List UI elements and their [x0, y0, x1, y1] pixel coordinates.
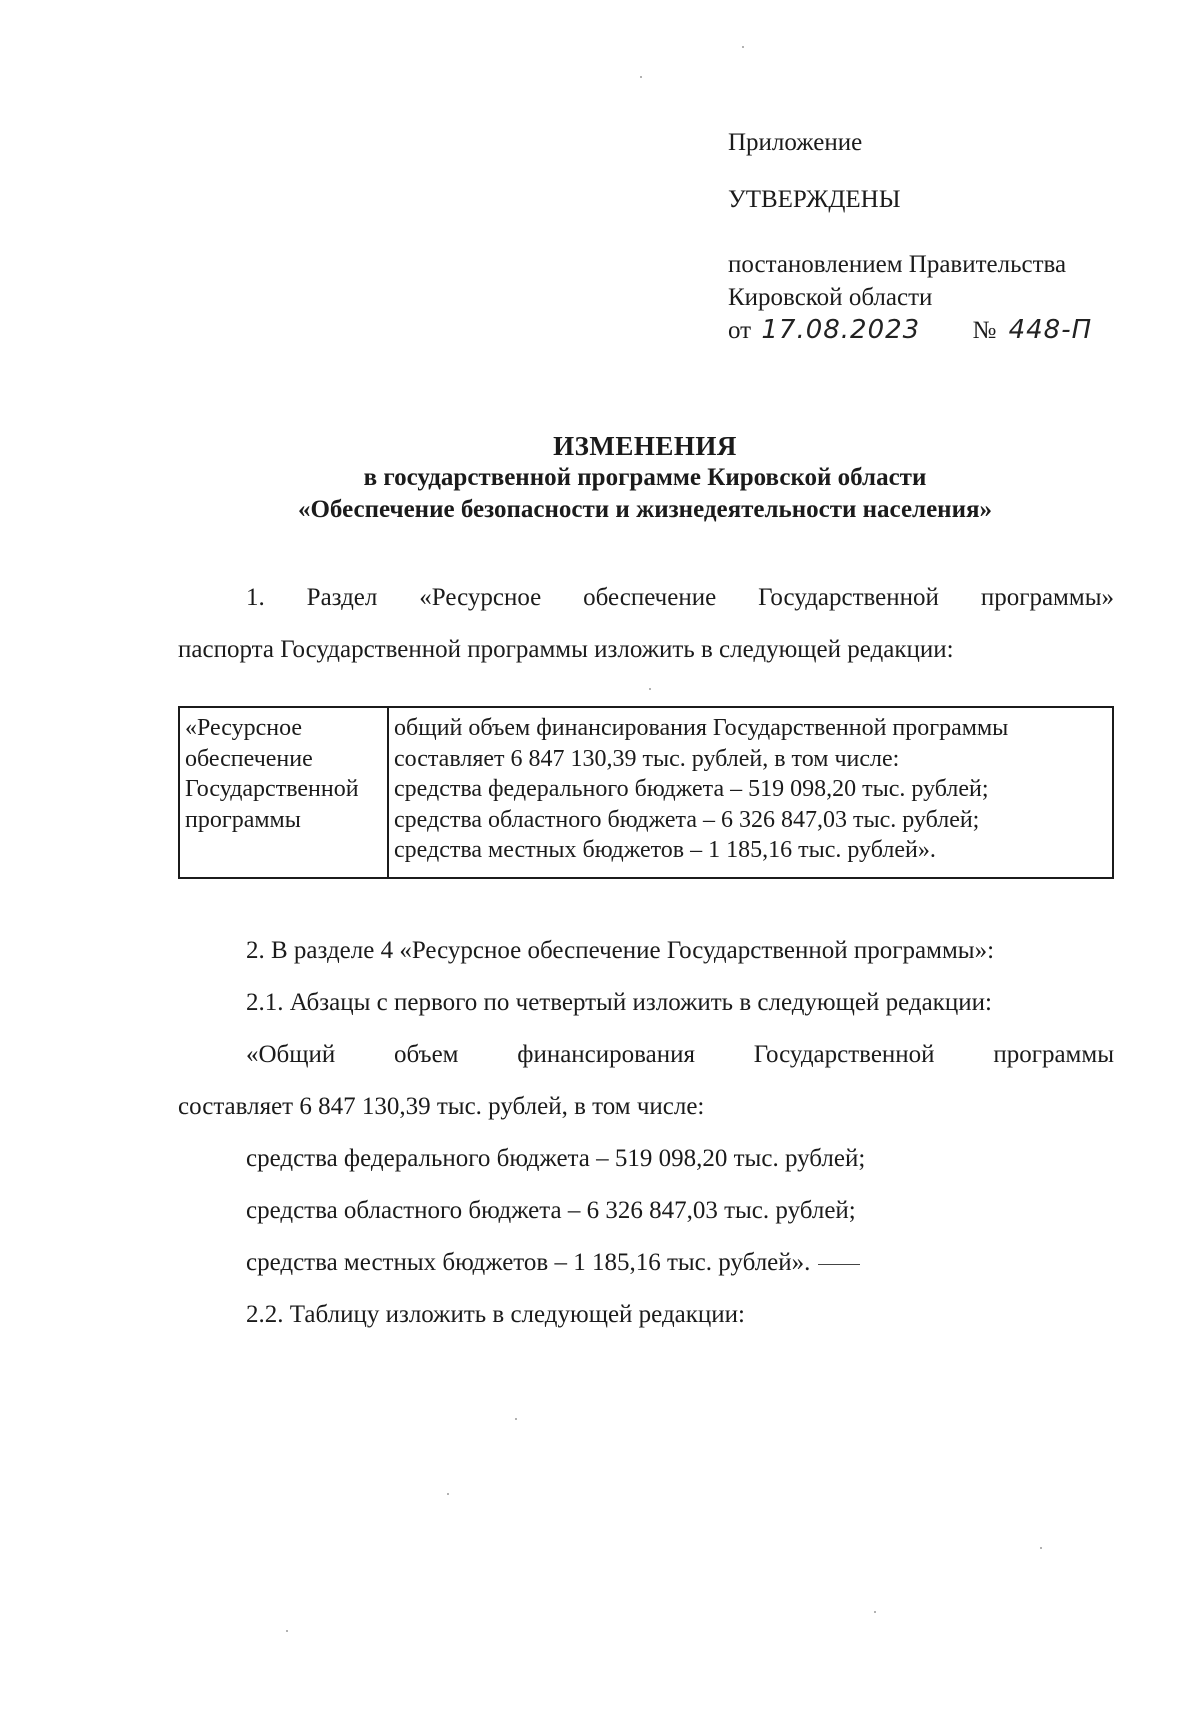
date-number-line: [728, 314, 1092, 347]
value-line: средства местных бюджетов – 1 185,16 тыс. рублей».: [394, 837, 936, 863]
handwritten-date: 17.08.2023: [761, 315, 921, 345]
regional-budget-line: средства областного бюджета – 6 326 847,03 тыс. рублей;: [246, 1197, 856, 1224]
passport-table: [178, 706, 1114, 879]
section-2-1: 2.1. Абзацы с первого по четвертый изложить в следующей редакции:: [246, 989, 992, 1016]
title-line-1: ИЗМЕНЕНИЯ: [553, 431, 737, 461]
scan-speck: [286, 1630, 288, 1632]
value-line: составляет 6 847 130,39 тыс. рублей, в том числе:: [394, 745, 900, 772]
label-line: программы: [185, 806, 301, 833]
table-row: [179, 707, 1113, 878]
date-prefix: от: [728, 317, 752, 344]
approved-label: УТВЕРЖДЕНЫ: [728, 186, 901, 213]
table-label-cell: [179, 707, 388, 878]
quote-line-1: «Общий объем финансирования Государственной программы: [246, 1041, 1114, 1068]
title-line-3: «Обеспечение безопасности и жизнедеятельности населения»: [297, 496, 993, 523]
scan-speck: [1040, 1547, 1042, 1549]
handwritten-number: 448-П: [1008, 315, 1093, 345]
federal-budget-line: средства федерального бюджета – 519 098,20 тыс. рублей;: [246, 1145, 866, 1172]
scan-speck: [742, 46, 744, 48]
decree-line-1: постановлением Правительства: [728, 251, 1067, 278]
scan-speck: [649, 688, 651, 690]
section-2-2: 2.2. Таблицу изложить в следующей редакции:: [246, 1301, 745, 1328]
label-line: Государственной: [185, 776, 359, 802]
appendix-label: Приложение: [728, 129, 863, 156]
decree-line-2: Кировской области: [728, 284, 933, 311]
section-1-paragraph: [178, 572, 1114, 676]
value-line: общий объем финансирования Государственной программы: [394, 715, 1009, 741]
section-2-heading: 2. В разделе 4 «Ресурсное обеспечение Государственной программы»:: [246, 937, 995, 964]
document-title: [0, 430, 1200, 526]
local-budget-line: средства местных бюджетов – 1 185,16 тыс. рублей».: [246, 1249, 811, 1276]
approval-block: [728, 126, 1092, 347]
scan-speck: [447, 1493, 449, 1495]
value-line: средства областного бюджета – 6 326 847,03 тыс. рублей;: [394, 806, 980, 833]
scan-speck: [640, 76, 642, 78]
scan-speck: [515, 1418, 517, 1420]
section-2-block: [178, 925, 1114, 1341]
scan-speck: [874, 1611, 876, 1613]
label-line: «Ресурсное: [185, 715, 303, 741]
label-line: обеспечение: [185, 745, 313, 772]
number-prefix: №: [972, 317, 997, 344]
section-1-line-1: 1. Раздел «Ресурсное обеспечение Государственной программы»: [246, 584, 1114, 611]
section-1-line-2: паспорта Государственной программы изложить в следующей редакции:: [178, 636, 954, 663]
scan-mark: [818, 1264, 860, 1265]
value-line: средства федерального бюджета – 519 098,20 тыс. рублей;: [394, 776, 989, 802]
quote-line-2: составляет 6 847 130,39 тыс. рублей, в том числе:: [178, 1093, 705, 1120]
table-value-cell: [388, 707, 1113, 878]
title-line-2: в государственной программе Кировской области: [363, 464, 927, 491]
